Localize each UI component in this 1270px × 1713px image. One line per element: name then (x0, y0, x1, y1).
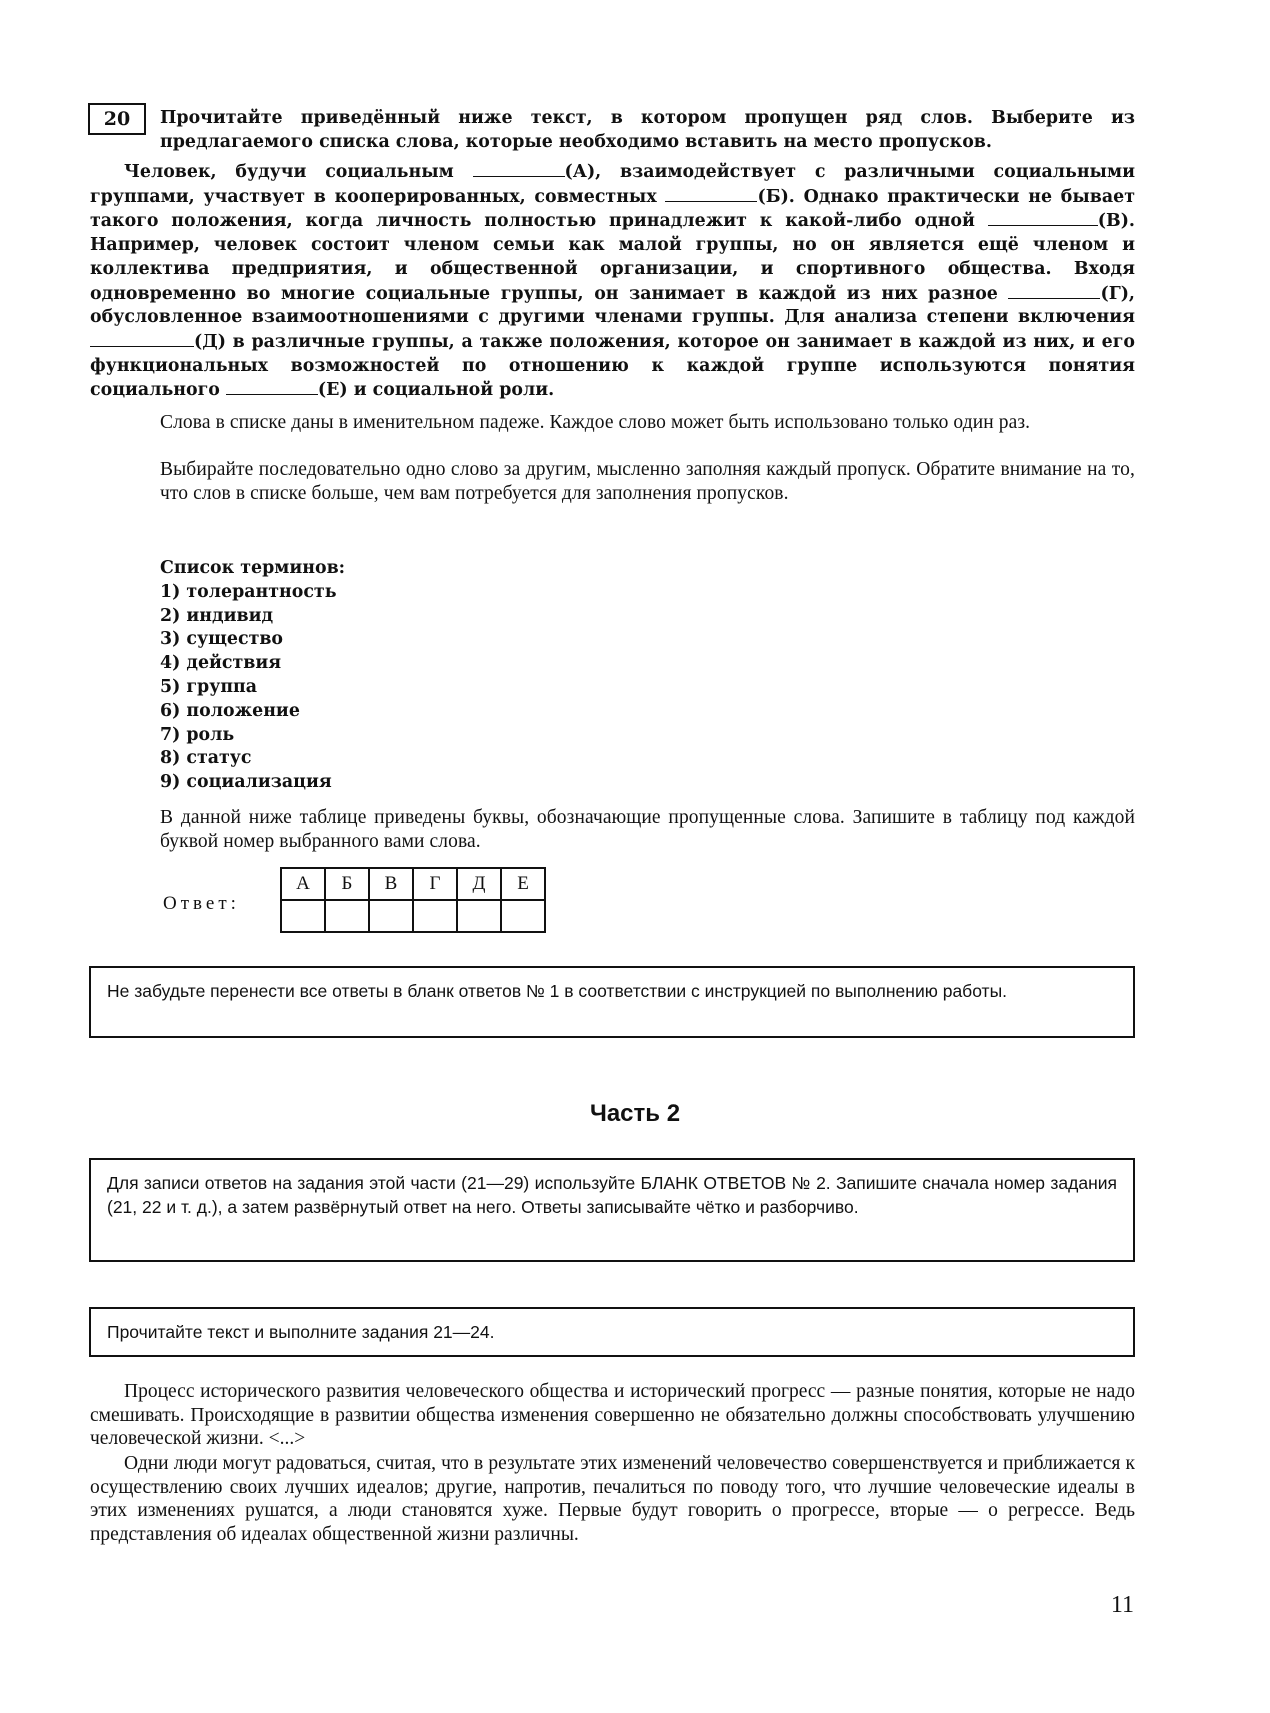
answer-letter: Б (325, 868, 369, 900)
term-item: 1) толерантность (160, 581, 337, 602)
answer-table (280, 867, 546, 933)
page-number: 11 (1110, 1592, 1134, 1618)
instructions-1: Слова в списке даны в именительном падеже. Каждое слово может быть использовано только один раз. (160, 412, 1031, 433)
blank-e (226, 378, 318, 395)
answer-label: Ответ: (163, 893, 240, 914)
answer-letter: Е (501, 868, 545, 900)
blank-a (473, 160, 565, 177)
term-item: 9) социализация (160, 772, 332, 793)
answer-letter: В (369, 868, 413, 900)
answer-cell[interactable] (369, 900, 413, 932)
blank-d (90, 330, 194, 347)
answer-letter: Д (457, 868, 501, 900)
table-instruction: В данной ниже таблице приведены буквы, обозначающие пропущенные слова. Запишите в таблицу под каждой буквой номер выбранного вами слова. (160, 807, 1135, 852)
answer-cell[interactable] (325, 900, 369, 932)
text-paragraph-1: Процесс исторического развития человеческого общества и исторический прогресс — разные понятия, которые не надо смешивать. Происходящие в развитии общества изменения совершенно не обязательно должны способствовать улучшению человеческой жизни. <...> (90, 1381, 1135, 1450)
passage-text: Человек, будучи социальным (124, 162, 473, 182)
part2-instruction-text: Для записи ответов на задания этой части (21—29) используйте БЛАНК ОТВЕТОВ № 2. Запишите сначала номер задания (21, 22 и т. д.), а затем развёрнутый ответ на него. Ответы записывайте чётко и разборчиво. (107, 1173, 1117, 1217)
passage-text: (А), взаимодействует с различными социальными группами, участвует в кооперированных, совместных (90, 162, 1135, 207)
read-task-text: Прочитайте текст и выполните задания 21—24. (107, 1322, 495, 1342)
blank-b (665, 185, 757, 202)
term-item: 4) действия (160, 653, 282, 674)
part-title: Часть 2 (589, 1100, 681, 1127)
term-item: 3) существо (160, 629, 284, 650)
reminder-text: Не забудьте перенести все ответы в бланк ответов № 1 в соответствии с инструкцией по выполнению работы. (107, 981, 1008, 1001)
passage-text: (Г), обусловленное взаимоотношениями с другими членами группы. Для анализа степени включения (90, 283, 1135, 328)
reminder-box (89, 966, 1135, 1038)
passage-text: (В). Например, человек состоит членом семьи как малой группы, но он является ещё членом и коллектива предприятия, и общественной организации, и спортивного общества. Входя одновременно во многие социальные группы, он занимает в каждой из них разное (90, 211, 1135, 304)
text-paragraph-2: Одни люди могут радоваться, считая, что в результате этих изменений человечество совершенствуется и приближается к осуществлению своих лучших идеалов; другие, напротив, печалиться по поводу того, что лучшие человеческие идеалы в этих изменениях рушатся, а люди становятся хуже. Первые будут говорить о прогрессе, вторые — о регрессе. Ведь представления об идеалах общественной жизни различны. (90, 1453, 1135, 1546)
answer-cell[interactable] (413, 900, 457, 932)
task-intro: Прочитайте приведённый ниже текст, в котором пропущен ряд слов. Выберите из предлагаемого списка слова, которые необходимо вставить на место пропусков. (160, 108, 1135, 152)
answer-cell[interactable] (281, 900, 325, 932)
passage-text: (Д) в различные группы, а также положения, которое он занимает в каждой из них, и его функциональных возможностей по отношению к каждой группе используются понятия социального (90, 331, 1135, 401)
terms-list (160, 557, 345, 795)
term-item: 6) положение (160, 700, 300, 721)
answer-letter: Г (413, 868, 457, 900)
part2-instruction-box (89, 1158, 1135, 1262)
term-item: 2) индивид (160, 605, 274, 626)
task-number-box: 20 (88, 103, 146, 135)
instructions-2: Выбирайте последовательно одно слово за другим, мысленно заполняя каждый пропуск. Обратите внимание на то, что слов в списке больше, чем вам потребуется для заполнения пропусков. (160, 459, 1135, 504)
answer-cell[interactable] (501, 900, 545, 932)
blank-g (1008, 282, 1100, 299)
answer-letter: А (281, 868, 325, 900)
terms-title: Список терминов: (160, 558, 346, 578)
blank-v (988, 209, 1098, 226)
term-item: 5) группа (160, 676, 258, 697)
passage-text: (Е) и социальной роли. (317, 380, 555, 401)
read-task-box (89, 1307, 1135, 1357)
answer-cell[interactable] (457, 900, 501, 932)
term-item: 7) роль (160, 724, 235, 745)
task-passage (90, 160, 1135, 403)
term-item: 8) статус (160, 748, 252, 769)
passage-text: (Б). Однако практически не бывает такого положения, когда личность полностью принадлежит к какой-либо одной (90, 186, 1135, 232)
answer-header-row (281, 868, 545, 900)
answer-input-row (281, 900, 545, 932)
